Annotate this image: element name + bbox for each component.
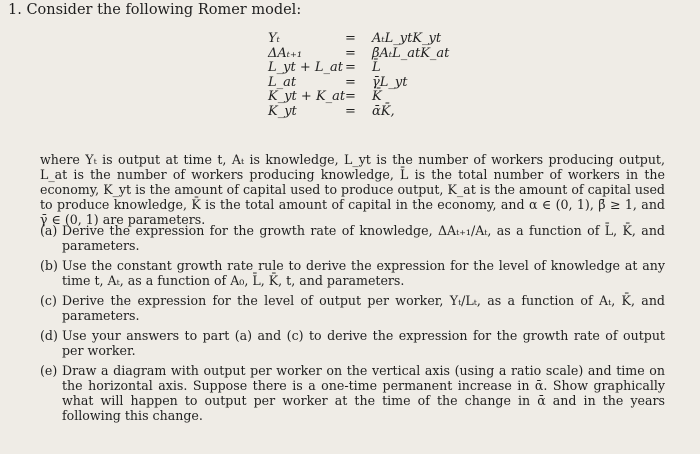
equation-rhs: AₜL_ytK_yt: [372, 31, 442, 46]
part-label: (b): [40, 258, 58, 273]
question-part: [40, 328, 665, 358]
equation-lhs: Yₜ: [268, 31, 280, 46]
part-label: (d): [40, 328, 58, 343]
equation-rhs: K̄: [372, 89, 382, 105]
part-text: Derive the expression for the growth rate of knowledge, ΔAₜ₊₁/Aₜ, as a function of L̄, K̄, and parameters.: [62, 223, 665, 253]
equation-lhs: L_yt + L_at: [268, 60, 343, 76]
question-header: 1. Consider the following Romer model:: [8, 2, 302, 18]
variable-definitions: where Yₜ is output at time t, Aₜ is knowledge, L_yt is the number of workers producing output, L_at is the number of workers producing knowledge, L̄ is the total number of workers in the economy, K_yt is the amount of capital used to produce output, K_at is the amount of capital used to produce knowledge, K̄ is the total amount of capital in the economy, and α ∈ (0, 1), β̄ ≥ 1, and γ̄ ∈ (0, 1) are parameters.: [40, 152, 665, 227]
equation-lhs: ΔAₜ₊₁: [268, 45, 303, 61]
equation-lhs: K_yt: [268, 103, 297, 119]
equation-rhs: L̄: [372, 60, 381, 76]
question-parts: [40, 223, 665, 428]
part-label: (e): [40, 363, 58, 378]
question-part: [40, 293, 665, 323]
part-label: (a): [40, 223, 58, 238]
question-part: [40, 363, 665, 423]
part-text: Derive the expression for the level of output per worker, Yₜ/Lₜ, as a function of Aₜ, K̄, and parameters.: [62, 293, 665, 323]
equation-rhs: β̄AₜL_atK_at: [372, 45, 450, 61]
part-label: (c): [40, 293, 57, 308]
equals-sign: =: [345, 60, 356, 76]
part-text: Draw a diagram with output per worker on the vertical axis (using a ratio scale) and time on the horizontal axis. Suppose there is a one-time permanent increase in ᾱ. Show graphically what will happen to output per worker at the time of the change in ᾱ and in the years following this change.: [62, 363, 665, 423]
question-part: [40, 223, 665, 253]
equals-sign: =: [345, 31, 356, 46]
question-part: [40, 258, 665, 288]
equals-sign: =: [345, 103, 356, 119]
equation-rhs: ᾱK̄,: [372, 103, 395, 119]
equals-sign: =: [345, 74, 356, 90]
equals-sign: =: [345, 89, 356, 105]
part-text: Use your answers to part (a) and (c) to derive the expression for the growth rate of output per worker.: [62, 328, 665, 358]
equation-lhs: L_at: [268, 74, 297, 90]
equation-rhs: γ̄L_yt: [372, 74, 408, 90]
equals-sign: =: [345, 45, 356, 61]
part-text: Use the constant growth rate rule to derive the expression for the level of knowledge at any time t, Aₜ, as a function of A₀, L̄, K̄, t, and parameters.: [62, 258, 665, 288]
equation-lhs: K_yt + K_at: [268, 89, 346, 105]
